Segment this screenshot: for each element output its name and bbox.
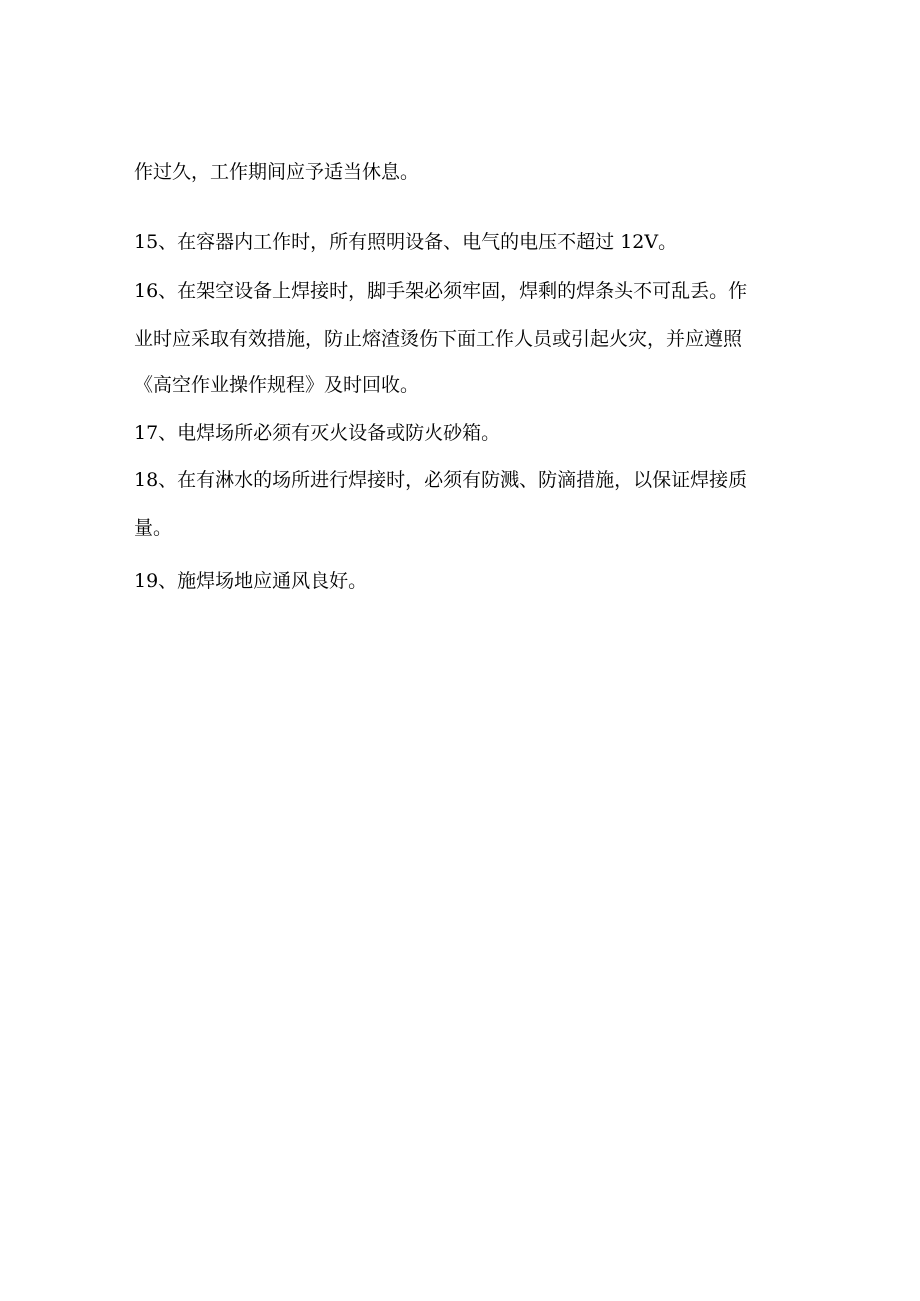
text-line: 15、在容器内工作时，所有照明设备、电气的电压不超过 12V。 <box>134 231 678 253</box>
text-line: 17、电焊场所必须有灭火设备或防火砂箱。 <box>134 422 501 444</box>
text-line: 16、在架空设备上焊接时，脚手架必须牢固，焊剩的焊条头不可乱丢。作 <box>134 280 748 302</box>
text-line: 《高空作业操作规程》及时回收。 <box>134 374 420 396</box>
text-line: 业时应采取有效措施，防止熔渣烫伤下面工作人员或引起火灾，并应遵照 <box>134 328 743 350</box>
text-line: 18、在有淋水的场所进行焊接时，必须有防溅、防滴措施，以保证焊接质 <box>134 469 748 491</box>
text-line: 量。 <box>134 517 173 539</box>
text-line: 作过久，工作期间应予适当休息。 <box>134 161 420 183</box>
text-line: 19、施焊场地应通风良好。 <box>134 570 368 592</box>
